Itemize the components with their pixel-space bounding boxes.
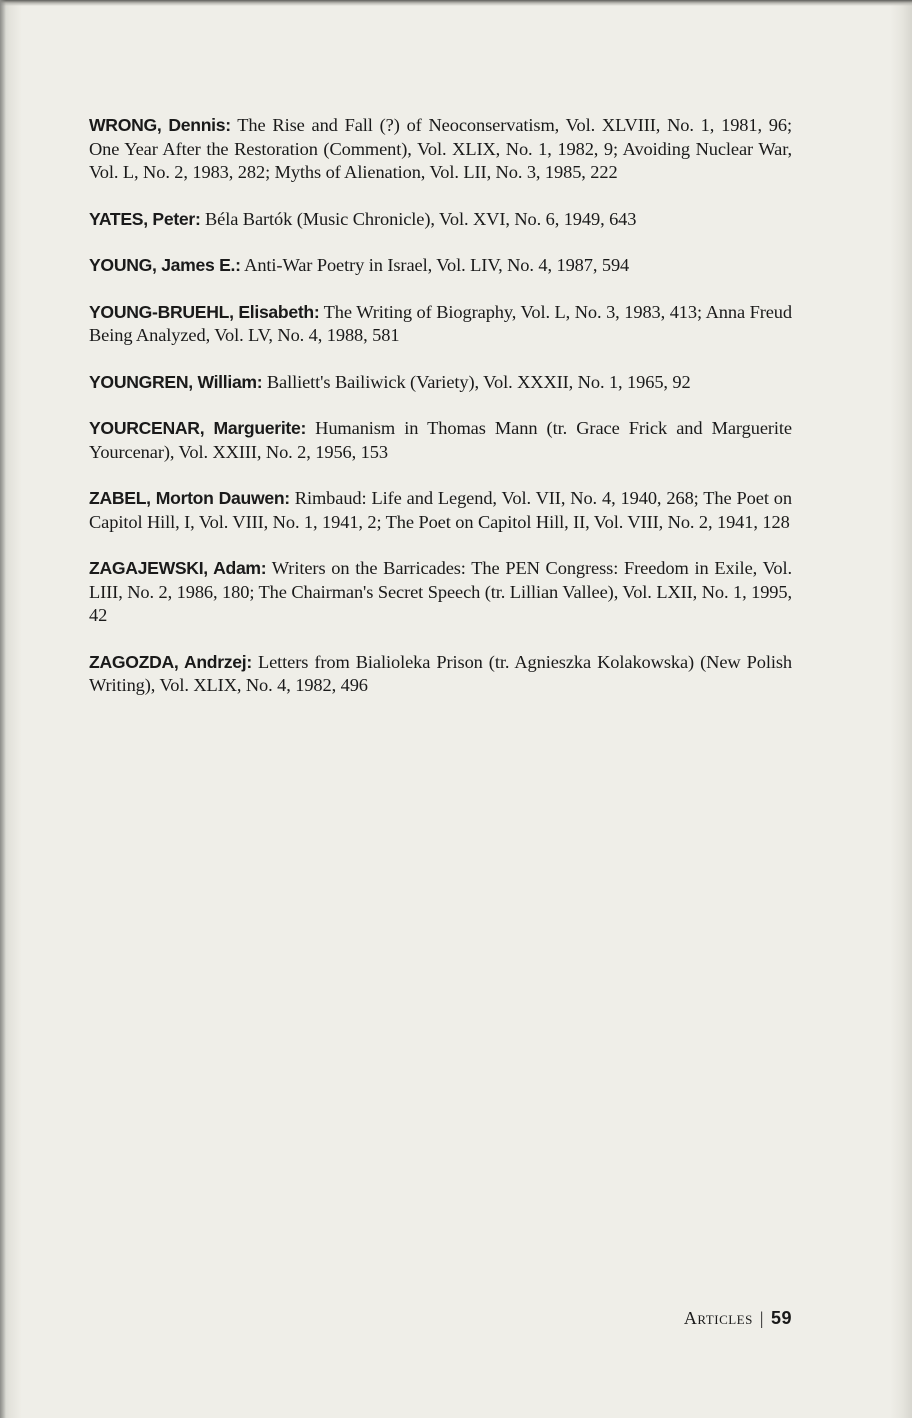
entry-colon: : [246,651,252,672]
entry-colon: : [235,255,241,275]
entry-colon: : [300,418,307,438]
entry-citations: The Rise and Fall (?) of Neoconservatism, Vol. XLVIII, No. 1, 1981, 96; One Year After the Restoration (Comment), Vol. XLIX, No. 1, 1982, 9; Avoiding Nuclear War, Vol. L, No. 2, 1983, 282; Myths of Alienation, Vol. LII, No. 3, 1985, 222 [89,115,792,182]
index-entry [89,254,792,278]
index-entry [89,371,792,395]
entry-citations: Humanism in Thomas Mann (tr. Grace Frick and Marguerite Yourcenar), Vol. XXIII, No. 2, 1956, 153 [89,418,792,462]
index-entry [89,208,792,232]
index-entry [89,651,792,698]
entry-author-name: YOURCENAR, Marguerite [89,418,301,438]
entry-author-name: YOUNGREN, William [89,371,257,392]
entry-author-name: WRONG, Dennis [89,115,226,135]
entry-citations: Rimbaud: Life and Legend, Vol. VII, No. 4, 1940, 268; The Poet on Capitol Hill, I, Vol. VIII, No. 1, 1941, 2; The Poet on Capitol Hill, II, Vol. VIII, No. 2, 1941, 128 [89,488,792,532]
footer-separator: | [759,1308,764,1328]
footer-section-title: Articles [683,1308,753,1328]
page-number: 59 [770,1308,792,1328]
entry-citations: Balliett's Bailiwick (Variety), Vol. XXXII, No. 1, 1965, 92 [262,371,691,392]
entry-author-name: ZABEL, Morton Dauwen [89,488,285,508]
entry-colon: : [313,301,320,322]
index-entry [89,417,792,464]
index-entry [89,114,792,185]
entry-author-name: ZAGAJEWSKI, Adam [89,558,261,578]
index-entries [89,114,792,721]
entry-citations: Anti-War Poetry in Israel, Vol. LIV, No. 4, 1987, 594 [240,255,630,275]
entry-citations: Béla Bartók (Music Chronicle), Vol. XVI, No. 6, 1949, 643 [200,208,637,229]
page-footer [684,1308,792,1329]
index-entry [89,557,792,628]
entry-author-name: YOUNG, James E. [89,255,236,275]
entry-author-name: ZAGOZDA, Andrzej [89,651,247,672]
entry-colon: : [225,115,231,135]
page-binding-shadow [0,0,6,1418]
entry-colon: : [256,371,263,392]
page-top-edge [0,0,912,6]
entry-citations: Letters from Bialioleka Prison (tr. Agnieszka Kolakowska) (New Polish Writing), Vol. XLIX, No. 4, 1982, 496 [89,651,792,695]
entry-colon: : [194,208,201,229]
entry-author-name: YATES, Peter [89,208,195,229]
index-entry [89,301,792,348]
entry-citations: Writers on the Barricades: The PEN Congress: Freedom in Exile, Vol. LIII, No. 2, 1986, 180; The Chairman's Secret Speech (tr. Lillian Vallee), Vol. LXII, No. 1, 1995, 42 [89,558,792,625]
index-entry [89,487,792,534]
entry-colon: : [260,558,267,578]
entry-author-name: YOUNG-BRUEHL, Elisabeth [89,301,314,322]
entry-citations: The Writing of Biography, Vol. L, No. 3, 1983, 413; Anna Freud Being Analyzed, Vol. LV, No. 4, 1988, 581 [89,301,792,345]
entry-colon: : [284,488,290,508]
